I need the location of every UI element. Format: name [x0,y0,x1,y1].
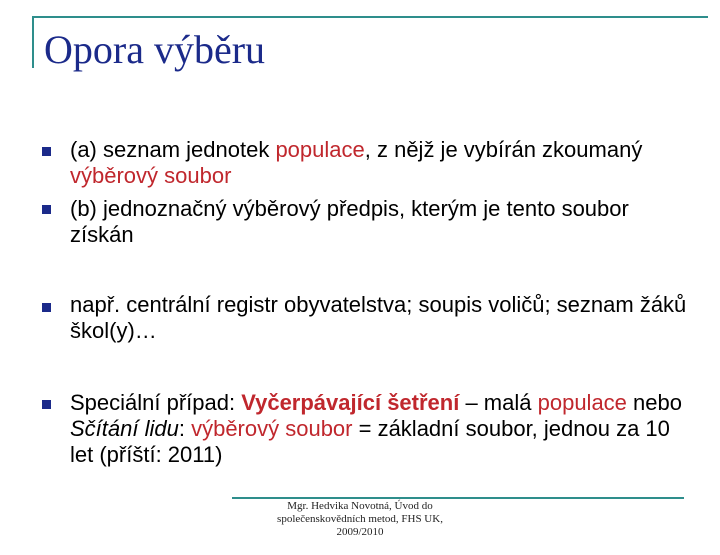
frame-left-line [32,16,34,68]
bullet-marker-icon [42,205,51,214]
bullet-marker-icon [42,303,51,312]
bullet-marker-icon [42,147,51,156]
bullet-text: (b) jednoznačný výběrový předpis, kterým je tento soubor získán [70,196,629,247]
bullet-text: Speciální případ: Vyčerpávající šetření – malá populace nebo Sčítání lidu: výběrový soubor = základní soubor, jednou za 10 let (příští: 2011) [70,390,682,467]
footer-text: Mgr. Hedvika Novotná, Úvod do společenskovědních metod, FHS UK, 2009/2010 [277,500,443,538]
bullet-marker-icon [42,400,51,409]
slide-title: Opora výběru [44,27,266,72]
frame-top-line [32,16,708,18]
bullet-text: (a) seznam jednotek populace, z nějž je vybírán zkoumaný výběrový soubor [70,137,643,188]
footer-divider [232,497,684,499]
bullet-text: např. centrální registr obyvatelstva; soupis voličů; seznam žáků škol(y)… [70,292,687,343]
emphasis-term: Vyčerpávající šetření [241,390,460,415]
